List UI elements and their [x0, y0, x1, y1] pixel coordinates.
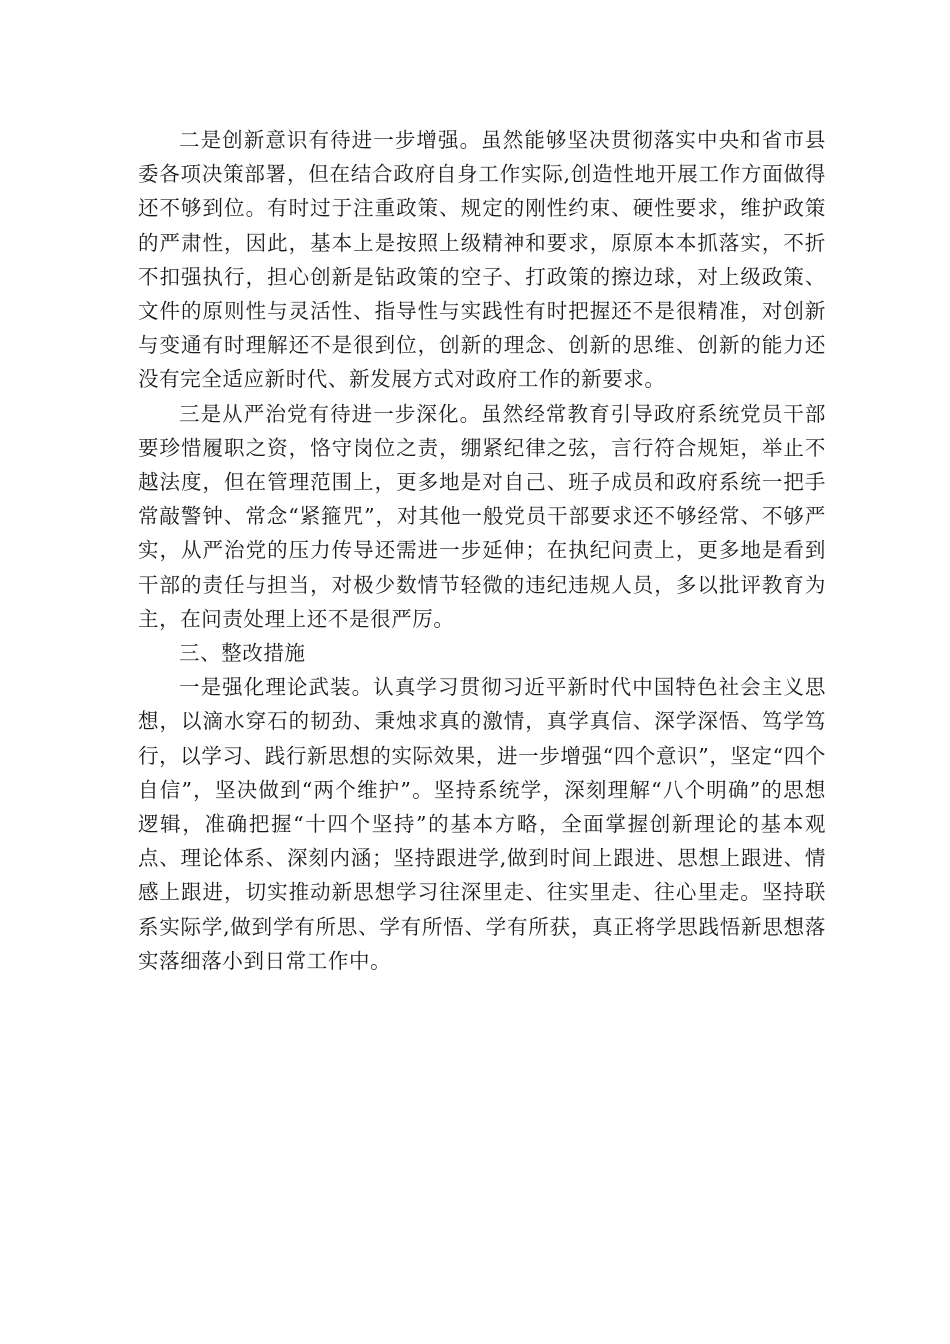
document-body [138, 123, 826, 978]
section-heading-rectification-measures: 三、整改措施 [179, 641, 306, 666]
paragraph-theory-study: 一是强化理论武装。认真学习贯彻习近平新时代中国特色社会主义思想，以滴水穿石的韧劲、秉烛求真的激情，真学真信、深学深悟、笃学笃行，以学习、践行新思想的实际效果，进一步增强“四个意识”，坚定“四个自信”，坚决做到“两个维护”。坚持系统学，深刻理解“八个明确”的思想逻辑，准确把握“十四个坚持”的基本方略，全面掌握创新理论的基本观点、理论体系、深刻内涵；坚持跟进学,做到时间上跟进、思想上跟进、情感上跟进，切实推动新思想学习往深里走、往实里走、往心里走。坚持联系实际学,做到学有所思、学有所悟、学有所获，真正将学思践悟新思想落实落细落小到日常工作中。 [138, 675, 826, 973]
paragraph-party-discipline: 三是从严治党有待进一步深化。虽然经常教育引导政府系统党员干部要珍惜履职之资，恪守岗位之责，绷紧纪律之弦，言行符合规矩，举止不越法度，但在管理范围上，更多地是对自己、班子成员和政府系统一把手常敲警钟、常念“紧箍咒”，对其他一般党员干部要求还不够经常、不够严实，从严治党的压力传导还需进一步延伸；在执纪问责上，更多地是看到干部的责任与担当，对极少数情节轻微的违纪违规人员，多以批评教育为主，在问责处理上还不是很严厉。 [138, 401, 826, 631]
paragraph-innovation-awareness: 二是创新意识有待进一步增强。虽然能够坚决贯彻落实中央和省市县委各项决策部署，但在结合政府自身工作实际,创造性地开展工作方面做得还不够到位。有时过于注重政策、规定的刚性约束、硬性要求，维护政策的严肃性，因此，基本上是按照上级精神和要求，原原本本抓落实，不折不扣强执行，担心创新是钻政策的空子、打政策的擦边球，对上级政策、文件的原则性与灵活性、指导性与实践性有时把握还不是很精准，对创新与变通有时理解还不是很到位，创新的理念、创新的思维、创新的能力还没有完全适应新时代、新发展方式对政府工作的新要求。 [138, 128, 826, 392]
